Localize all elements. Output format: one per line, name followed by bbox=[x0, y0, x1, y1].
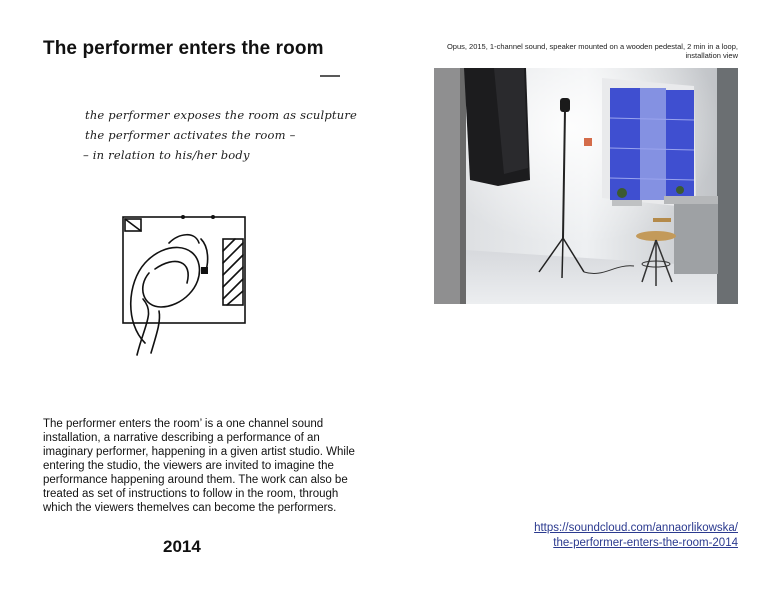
photo-caption: Opus, 2015, 1-channel sound, speaker mounted on a wooden pedestal, 2 min in a loop, installation view bbox=[446, 42, 738, 60]
floor-plan-sketch bbox=[115, 203, 255, 358]
handwritten-line: – in relation to his/her body bbox=[83, 148, 250, 162]
soundcloud-link[interactable] bbox=[478, 521, 738, 551]
handwritten-line: the performer activates the room – bbox=[85, 128, 296, 142]
pen-stroke-icon bbox=[280, 70, 340, 84]
link-line-2[interactable]: the-performer-enters-the-room-2014 bbox=[553, 537, 738, 549]
link-line-1[interactable]: https://soundcloud.com/annaorlikowska/ bbox=[534, 522, 738, 534]
description-text: The performer enters the room’ is a one channel sound installation, a narrative describing a performance of an imaginary performer, happening in a given artist studio. While entering the studio, the viewers are invited to imagine the performance happening around them. The work can also be treated as set of instructions to follow in the room, through which the viewers themelves can become the performers. bbox=[43, 418, 355, 514]
installation-photo bbox=[434, 68, 738, 304]
handwritten-notes bbox=[55, 70, 358, 190]
handwritten-line: the performer exposes the room as sculpture bbox=[85, 108, 358, 122]
page-title: The performer enters the room bbox=[43, 38, 324, 59]
year-label: 2014 bbox=[163, 537, 201, 556]
